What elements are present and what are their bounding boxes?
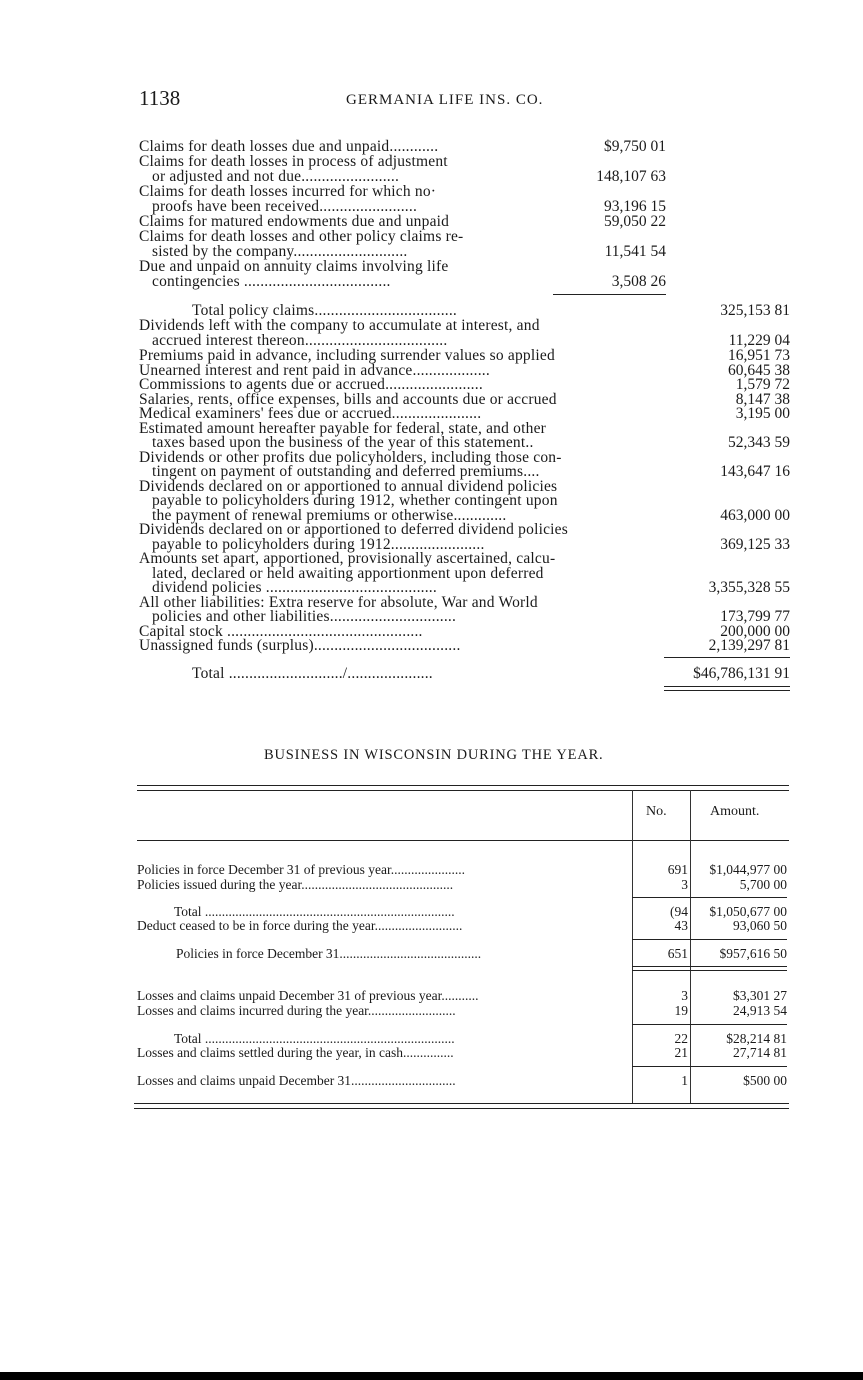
liability-line: Dividends declared on or apportioned to deferred dividend policies bbox=[139, 521, 568, 538]
liability-line: Unassigned funds (surplus).................................... bbox=[139, 637, 461, 654]
sum-rule bbox=[632, 939, 787, 940]
liability-line: Estimated amount hereafter payable for federal, state, and other bbox=[139, 420, 547, 437]
table-top-rule bbox=[137, 785, 789, 786]
table-row-no: 22 bbox=[674, 1031, 688, 1046]
liability-line: Dividends left with the company to accumulate at interest, and bbox=[139, 317, 540, 334]
table-row-amount: $1,044,977 00 bbox=[709, 862, 787, 877]
claim-line: Claims for death losses and other policy claims re- bbox=[139, 228, 464, 245]
double-sum-rule bbox=[632, 966, 787, 967]
table-row-label: Deduct ceased to be in force during the year.......................... bbox=[137, 918, 463, 933]
table-row-amount: $28,214 81 bbox=[726, 1031, 787, 1046]
liability-line: Medical examiners' fees due or accrued...................... bbox=[139, 405, 482, 422]
liability-line: tingent on payment of outstanding and deferred premiums.... bbox=[152, 463, 540, 480]
liability-amount: 52,343 59 bbox=[728, 434, 790, 451]
column-header-amount: Amount. bbox=[710, 804, 760, 819]
claim-line: Claims for death losses due and unpaid............ bbox=[139, 138, 439, 155]
table-row-label: Losses and claims unpaid December 31............................... bbox=[137, 1073, 456, 1088]
table-row-label: Total .......................................................................... bbox=[174, 1031, 455, 1046]
table-row-no: 3 bbox=[681, 877, 688, 892]
claim-amount: 3,508 26 bbox=[611, 273, 666, 290]
liability-line: dividend policies .......................................... bbox=[152, 579, 437, 596]
table-row-no: 1 bbox=[681, 1073, 688, 1088]
table-row-no: 19 bbox=[674, 1003, 688, 1018]
table-row-amount: 27,714 81 bbox=[733, 1045, 787, 1060]
table-row-amount: $957,616 50 bbox=[719, 946, 787, 961]
table-row-amount: $3,301 27 bbox=[733, 988, 787, 1003]
liability-amount: 11,229 04 bbox=[728, 332, 790, 349]
liability-amount: 200,000 00 bbox=[720, 623, 790, 640]
liability-line: policies and other liabilities............................... bbox=[152, 608, 457, 625]
liability-line: Dividends or other profits due policyholders, including those con- bbox=[139, 449, 562, 466]
liability-amount: 1,579 72 bbox=[735, 376, 790, 393]
claim-line: Claims for matured endowments due and unpaid bbox=[139, 213, 450, 230]
table-row-label: Total .......................................................................... bbox=[174, 904, 455, 919]
table-row-no: 43 bbox=[674, 918, 688, 933]
column-divider bbox=[690, 790, 691, 1103]
running-head: GERMANIA LIFE INS. CO. bbox=[346, 92, 544, 108]
total-policy-claims-label: Total policy claims................................... bbox=[192, 302, 458, 319]
section-title: BUSINESS IN WISCONSIN DURING THE YEAR. bbox=[264, 747, 604, 763]
liability-line: Amounts set apart, apportioned, provisionally ascertained, calcu- bbox=[139, 550, 556, 567]
table-row-label: Losses and claims settled during the year, in cash............... bbox=[137, 1045, 454, 1060]
table-row-amount: $500 00 bbox=[743, 1073, 787, 1088]
liability-amount: 463,000 00 bbox=[720, 507, 790, 524]
table-row-no: 691 bbox=[667, 862, 688, 877]
table-row-label: Policies in force December 31.......................................... bbox=[176, 946, 482, 961]
table-row-label: Policies issued during the year............................................. bbox=[137, 877, 454, 892]
table-row-no: 21 bbox=[674, 1045, 688, 1060]
sum-rule bbox=[632, 1024, 787, 1025]
header-bottom-rule bbox=[137, 840, 789, 841]
table-row-label: Losses and claims unpaid December 31 of previous year........... bbox=[137, 988, 479, 1003]
liability-line: payable to policyholders during 1912....................... bbox=[152, 536, 485, 553]
claim-amount: 11,541 54 bbox=[604, 243, 666, 260]
total-policy-claims-amount: 325,153 81 bbox=[720, 302, 790, 319]
liability-amount: 8,147 38 bbox=[735, 391, 790, 408]
liability-amount: 60,645 38 bbox=[728, 362, 790, 379]
claim-line: Claims for death losses in process of adjustment bbox=[139, 153, 448, 170]
scan-edge-bar bbox=[0, 1372, 863, 1380]
liability-line: All other liabilities: Extra reserve for absolute, War and World bbox=[139, 594, 538, 611]
claim-line: or adjusted and not due........................ bbox=[152, 168, 400, 185]
table-row-no: (94 bbox=[670, 904, 688, 919]
column-header-no: No. bbox=[646, 804, 667, 819]
claim-amount: 148,107 63 bbox=[596, 168, 666, 185]
liability-amount: 3,355,328 55 bbox=[708, 579, 790, 596]
claim-amount: 93,196 15 bbox=[604, 198, 666, 215]
liability-amount: 369,125 33 bbox=[720, 536, 790, 553]
liability-amount: 143,647 16 bbox=[720, 463, 790, 480]
table-bottom-rule-2 bbox=[134, 1108, 789, 1109]
table-row-amount: 93,060 50 bbox=[733, 918, 787, 933]
grand-total-amount: $46,786,131 91 bbox=[693, 665, 790, 682]
liability-line: taxes based upon the business of the year of this statement.. bbox=[152, 434, 534, 451]
sum-rule bbox=[632, 897, 787, 898]
liability-line: Capital stock ................................................ bbox=[139, 623, 423, 640]
table-bottom-rule bbox=[134, 1103, 789, 1104]
claim-amount: $9,750 01 bbox=[604, 138, 666, 155]
claim-line: Due and unpaid on annuity claims involving life bbox=[139, 258, 449, 275]
sum-rule bbox=[632, 1066, 787, 1067]
liability-line: Unearned interest and rent paid in advance................... bbox=[139, 362, 490, 379]
liability-amount: 2,139,297 81 bbox=[708, 637, 790, 654]
table-row-label: Policies in force December 31 of previous year...................... bbox=[137, 862, 466, 877]
table-row-amount: $1,050,677 00 bbox=[709, 904, 787, 919]
liability-line: payable to policyholders during 1912, whether contingent upon bbox=[152, 492, 558, 509]
double-sum-rule bbox=[632, 970, 787, 971]
table-row-no: 3 bbox=[681, 988, 688, 1003]
page-number: 1138 bbox=[139, 86, 181, 110]
table-row-amount: 24,913 54 bbox=[733, 1003, 787, 1018]
liability-amount: 3,195 00 bbox=[735, 405, 790, 422]
claim-line: proofs have been received........................ bbox=[152, 198, 418, 215]
claim-amount: 59,050 22 bbox=[604, 213, 666, 230]
liability-amount: 16,951 73 bbox=[728, 347, 790, 364]
liability-line: Dividends declared on or apportioned to annual dividend policies bbox=[139, 478, 558, 495]
table-row-no: 651 bbox=[667, 946, 688, 961]
liability-line: accrued interest thereon................................... bbox=[152, 332, 448, 349]
claim-line: Claims for death losses incurred for which no· bbox=[139, 183, 437, 200]
claim-line: sisted by the company............................ bbox=[152, 243, 408, 260]
claim-line: contingencies .................................... bbox=[152, 273, 391, 290]
liability-line: Salaries, rents, office expenses, bills and accounts due or accrued bbox=[139, 391, 557, 408]
table-row-label: Losses and claims incurred during the year.......................... bbox=[137, 1003, 456, 1018]
liability-line: Commissions to agents due or accrued........................ bbox=[139, 376, 483, 393]
liability-amount: 173,799 77 bbox=[720, 608, 790, 625]
column-divider bbox=[632, 790, 633, 1103]
table-row-amount: 5,700 00 bbox=[739, 877, 787, 892]
grand-total-label: Total ............................/..................... bbox=[192, 665, 433, 682]
liability-line: lated, declared or held awaiting apportionment upon deferred bbox=[152, 565, 544, 582]
table-top-rule-2 bbox=[137, 790, 789, 791]
liability-line: Premiums paid in advance, including surrender values so applied bbox=[139, 347, 555, 364]
liability-line: the payment of renewal premiums or otherwise............. bbox=[152, 507, 507, 524]
